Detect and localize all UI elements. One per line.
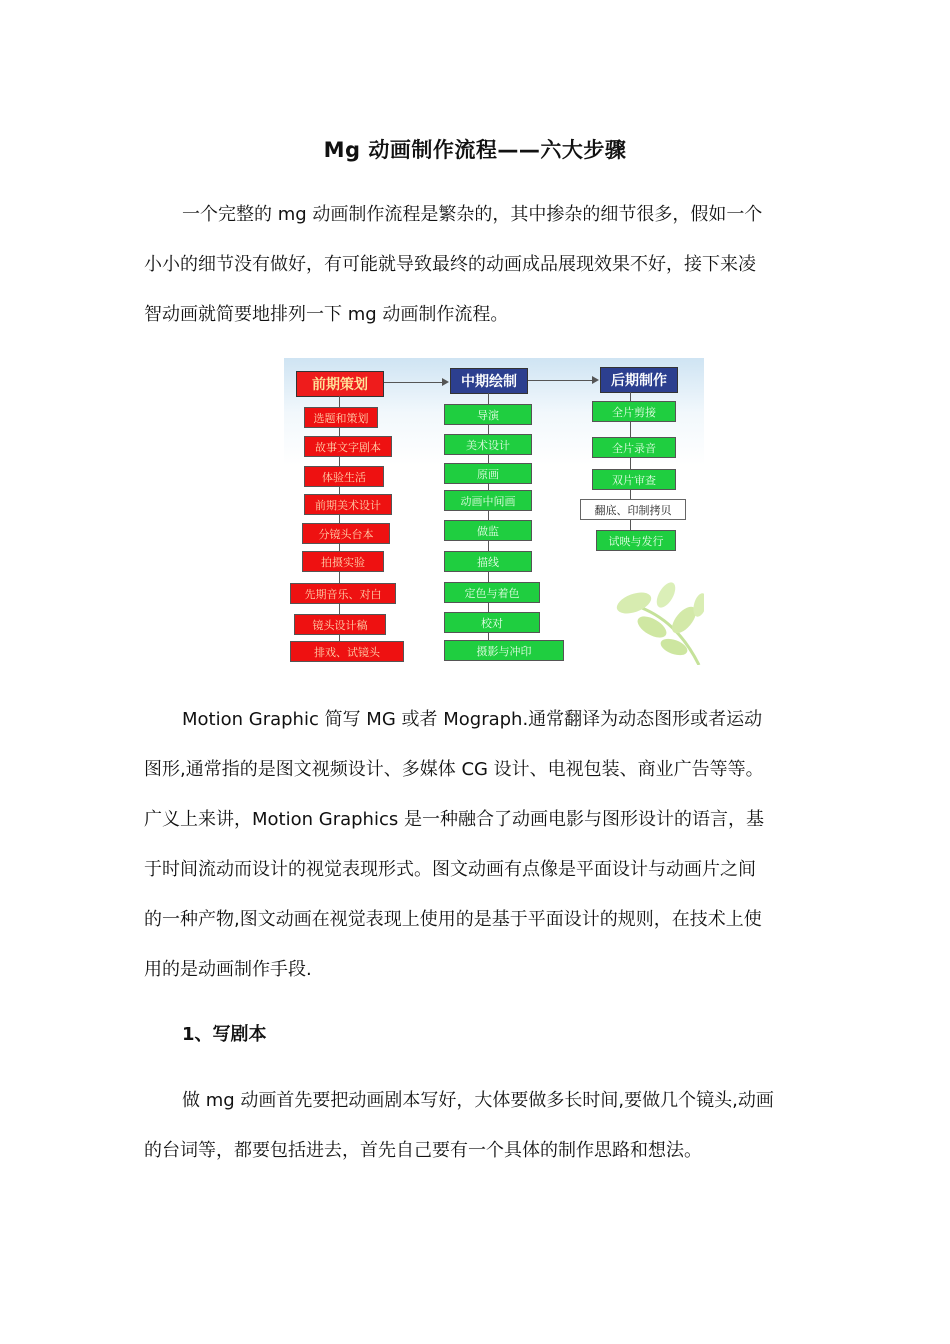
body-paragraph bbox=[144, 695, 808, 995]
arrow-head bbox=[592, 376, 599, 384]
stage1-step: 拍摄实验 bbox=[302, 551, 384, 572]
section1-paragraph bbox=[144, 1076, 808, 1176]
body-line: 用的是动画制作手段. bbox=[144, 959, 312, 980]
intro-line: 小小的细节没有做好，有可能就导致最终的动画成品展现效果不好，接下来凌 bbox=[144, 254, 756, 275]
stage2-step: 导演 bbox=[444, 404, 532, 425]
intro-line: 一个完整的 mg 动画制作流程是繁杂的，其中掺杂的细节很多，假如一个 bbox=[182, 204, 763, 225]
body-line: 的一种产物,图文动画在视觉表现上使用的是基于平面设计的规则，在技术上使 bbox=[144, 909, 762, 930]
arrow-head bbox=[442, 378, 449, 386]
stage1-step: 先期音乐、对白 bbox=[290, 583, 396, 604]
stage1-step: 分镜头台本 bbox=[302, 523, 390, 544]
section1-line: 做 mg 动画首先要把动画剧本写好，大体要做多长时间,要做几个镜头,动画 bbox=[182, 1090, 774, 1111]
stage1-step: 故事文字剧本 bbox=[304, 436, 392, 457]
body-line: 图形,通常指的是图文视频设计、多媒体 CG 设计、电视包装、商业广告等等。 bbox=[144, 759, 764, 780]
stage1-step: 选题和策划 bbox=[304, 407, 378, 428]
arrow-line bbox=[528, 380, 592, 381]
production-flowchart bbox=[284, 358, 704, 665]
stage3-header: 后期制作 bbox=[600, 367, 678, 393]
stage2-step: 校对 bbox=[444, 612, 540, 633]
stage3-step: 双片审查 bbox=[592, 469, 676, 490]
stage2-step: 动画中间画 bbox=[444, 490, 532, 511]
body-line: 广义上来讲，Motion Graphics 是一种融合了动画电影与图形设计的语言，基 bbox=[144, 809, 764, 830]
leaf-decoration-icon bbox=[604, 565, 704, 665]
stage1-step: 体验生活 bbox=[304, 466, 384, 487]
stage2-step: 描线 bbox=[444, 551, 532, 572]
section-heading: 1、写剧本 bbox=[182, 1024, 267, 1045]
intro-line: 智动画就简要地排列一下 mg 动画制作流程。 bbox=[144, 304, 509, 325]
stage2-step: 美术设计 bbox=[444, 434, 532, 455]
stage1-step: 镜头设计稿 bbox=[294, 614, 386, 635]
stage2-step: 做监 bbox=[444, 520, 532, 541]
stage2-spine bbox=[488, 393, 489, 645]
stage3-step: 翻底、印制拷贝 bbox=[580, 499, 686, 520]
stage2-step: 原画 bbox=[444, 463, 532, 484]
stage1-step: 前期美术设计 bbox=[304, 494, 392, 515]
stage3-step: 试映与发行 bbox=[596, 530, 676, 551]
stage1-header: 前期策划 bbox=[296, 371, 384, 397]
stage3-step: 全片录音 bbox=[592, 437, 676, 458]
stage1-step: 排戏、试镜头 bbox=[290, 641, 404, 662]
page-title: Mg 动画制作流程——六大步骤 bbox=[323, 138, 627, 162]
stage2-step: 摄影与冲印 bbox=[444, 640, 564, 661]
stage3-step: 全片剪接 bbox=[592, 401, 676, 422]
stage2-step: 定色与着色 bbox=[444, 582, 540, 603]
arrow-line bbox=[384, 382, 442, 383]
section1-line: 的台词等，都要包括进去，首先自己要有一个具体的制作思路和想法。 bbox=[144, 1140, 702, 1161]
intro-paragraph bbox=[144, 190, 808, 340]
body-line: Motion Graphic 简写 MG 或者 Mograph.通常翻译为动态图形或者运动 bbox=[182, 709, 763, 730]
stage2-header: 中期绘制 bbox=[450, 368, 528, 394]
body-line: 于时间流动而设计的视觉表现形式。图文动画有点像是平面设计与动画片之间 bbox=[144, 859, 756, 880]
